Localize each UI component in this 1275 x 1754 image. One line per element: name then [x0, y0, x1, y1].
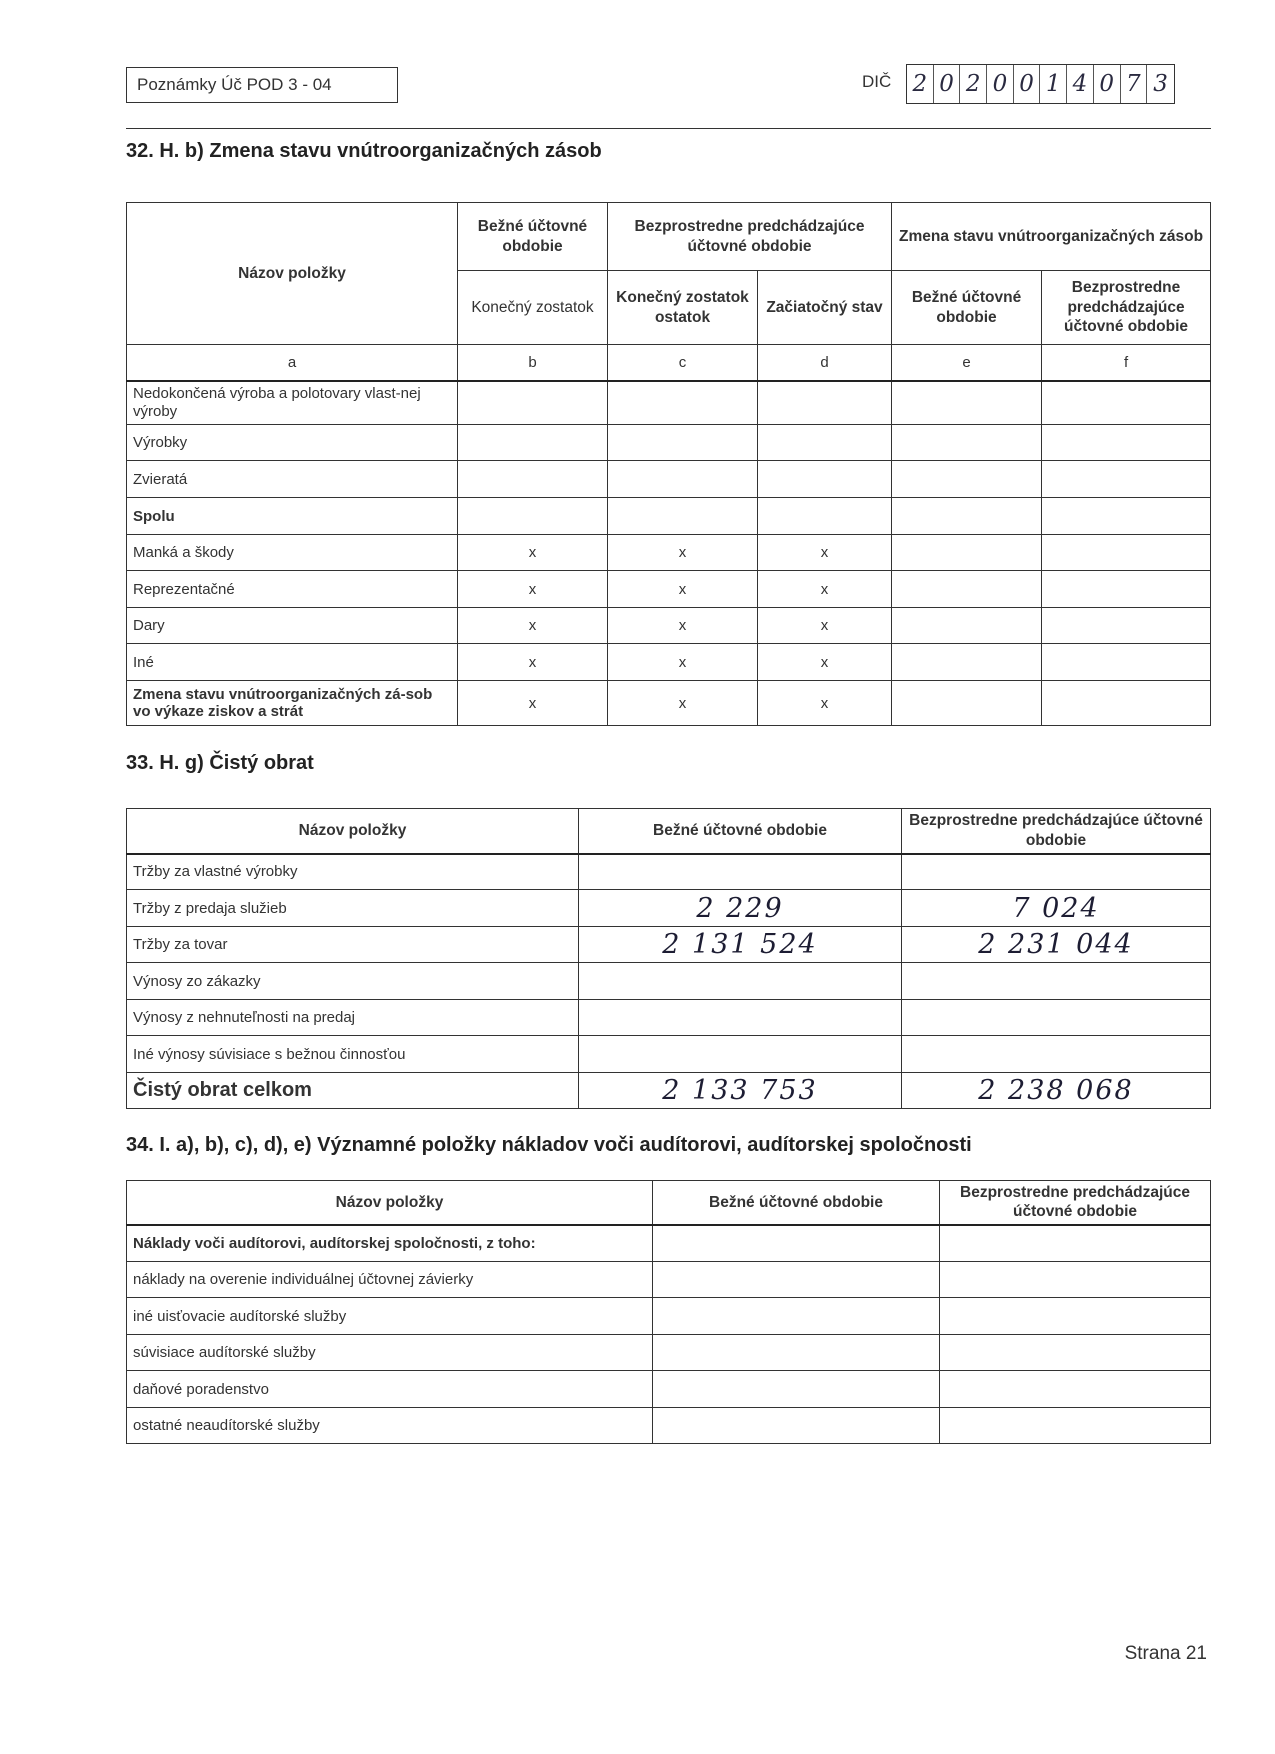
table-row [127, 535, 1211, 571]
col-header-prev-start: Začiatočný stav [758, 271, 892, 345]
cell-e [892, 381, 1042, 425]
table-row [127, 890, 1211, 927]
value-current [653, 1371, 940, 1408]
cell-c [608, 425, 758, 461]
cell-f [1042, 425, 1211, 461]
cell-b: x [458, 681, 608, 726]
table-row [127, 644, 1211, 681]
value-prev: 7 024 [902, 890, 1211, 927]
group-label: Náklady voči audítorovi, audítorskej spoločnosti, z toho: [127, 1225, 653, 1262]
cell-e [892, 644, 1042, 681]
value-prev: 2 231 044 [902, 927, 1211, 963]
dic-digit: 1 [1040, 65, 1067, 103]
dic-digit: 4 [1067, 65, 1094, 103]
total-label: Čistý obrat celkom [127, 1073, 579, 1109]
cell-e [892, 681, 1042, 726]
total-current: 2 133 753 [579, 1073, 902, 1109]
row-label: náklady na overenie individuálnej účtovnej závierky [127, 1262, 653, 1298]
row-label: Tržby za vlastné výrobky [127, 854, 579, 890]
header-rule [126, 128, 1211, 129]
table-row-group [127, 1225, 1211, 1262]
value-prev [940, 1408, 1211, 1444]
table-row [127, 1262, 1211, 1298]
cell-e [892, 498, 1042, 535]
table-row [127, 1371, 1211, 1408]
row-label: daňové poradenstvo [127, 1371, 653, 1408]
cell-b: x [458, 644, 608, 681]
cell-d [758, 498, 892, 535]
cell-d [758, 381, 892, 425]
cell-e [892, 535, 1042, 571]
dic-digit: 0 [934, 65, 961, 103]
col-header-prev-end: Konečný zostatok ostatok [608, 271, 758, 345]
cell-f [1042, 498, 1211, 535]
dic-digit: 0 [987, 65, 1014, 103]
value-current [579, 963, 902, 1000]
row-label: Spolu [127, 498, 458, 535]
cell-d [758, 461, 892, 498]
col-header-name: Názov položky [127, 203, 458, 345]
value-prev [940, 1225, 1211, 1262]
cell-e [892, 425, 1042, 461]
row-label: Výnosy z nehnuteľnosti na predaj [127, 1000, 579, 1036]
table-row [127, 1000, 1211, 1036]
table-row [127, 1036, 1211, 1073]
cell-d: x [758, 535, 892, 571]
row-label: Tržby za tovar [127, 927, 579, 963]
value-prev [940, 1371, 1211, 1408]
cell-b: x [458, 535, 608, 571]
total-prev: 2 238 068 [902, 1073, 1211, 1109]
cell-d [758, 425, 892, 461]
cell-c: x [608, 535, 758, 571]
net-turnover-table [126, 808, 1211, 1109]
col-header-current: Bežné účtovné obdobie [653, 1181, 940, 1225]
dic-digit: 3 [1153, 71, 1168, 97]
cell-d: x [758, 681, 892, 726]
cell-d: x [758, 608, 892, 644]
section-33-title: 33. H. g) Čistý obrat [126, 752, 314, 774]
cell-c: x [608, 608, 758, 644]
cell-b [458, 381, 608, 425]
value-prev [940, 1298, 1211, 1335]
cell-b [458, 498, 608, 535]
col-header-current-period: Bežné účtovné obdobie [458, 203, 608, 271]
row-label: Iné [127, 644, 458, 681]
cell-c [608, 498, 758, 535]
table-row [127, 461, 1211, 498]
cell-e [892, 571, 1042, 608]
value-current [653, 1408, 940, 1444]
table-row [127, 608, 1211, 644]
value-prev [902, 854, 1211, 890]
col-header-change-current: Bežné účtovné obdobie [892, 271, 1042, 345]
cell-b: x [458, 608, 608, 644]
table-row [127, 425, 1211, 461]
row-label: Tržby z predaja služieb [127, 890, 579, 927]
section-32-title: 32. H. b) Zmena stavu vnútroorganizačných zásob [126, 140, 602, 162]
col-letter: f [1042, 345, 1211, 381]
row-label: Výrobky [127, 425, 458, 461]
value-current [653, 1262, 940, 1298]
cell-d: x [758, 644, 892, 681]
cell-c: x [608, 681, 758, 726]
table-row [127, 1298, 1211, 1335]
value-prev [902, 1000, 1211, 1036]
row-label: súvisiace audítorské služby [127, 1335, 653, 1371]
col-letter: b [458, 345, 608, 381]
col-header-change-prev: Bezprostredne predchádzajúce účtovné obdobie [1042, 271, 1211, 345]
cell-f [1042, 681, 1211, 726]
value-current [653, 1335, 940, 1371]
table-row [127, 571, 1211, 608]
col-header-prev-period: Bezprostredne predchádzajúce účtovné obdobie [608, 203, 892, 271]
row-label: Dary [127, 608, 458, 644]
dic-number-cells [906, 64, 1175, 104]
cell-f [1042, 535, 1211, 571]
row-label: Reprezentačné [127, 571, 458, 608]
col-letter: d [758, 345, 892, 381]
table-row [127, 1335, 1211, 1371]
dic-digit: 0 [1014, 65, 1041, 103]
form-id-box: Poznámky Úč POD 3 - 04 [126, 67, 398, 103]
value-current [579, 1000, 902, 1036]
page-number: Strana 21 [1124, 1643, 1207, 1664]
cell-b [458, 425, 608, 461]
value-current [653, 1225, 940, 1262]
cell-e [892, 461, 1042, 498]
cell-b: x [458, 571, 608, 608]
row-label: Výnosy zo zákazky [127, 963, 579, 1000]
col-header-name: Názov položky [127, 809, 579, 854]
value-current: 2 131 524 [579, 927, 902, 963]
col-header-prev: Bezprostredne predchádzajúce účtovné obdobie [940, 1181, 1211, 1225]
value-prev [940, 1335, 1211, 1371]
inventory-change-table [126, 202, 1211, 726]
dic-digit: 2 [907, 65, 934, 103]
value-prev [940, 1262, 1211, 1298]
value-current [653, 1298, 940, 1335]
value-prev [902, 1036, 1211, 1073]
table-row [127, 854, 1211, 890]
row-label: ostatné neaudítorské služby [127, 1408, 653, 1444]
cell-c [608, 381, 758, 425]
table-row [127, 963, 1211, 1000]
cell-f [1042, 461, 1211, 498]
cell-d: x [758, 571, 892, 608]
dic-digit: 2 [960, 65, 987, 103]
col-letter: e [892, 345, 1042, 381]
dic-digit: 0 [1094, 65, 1121, 103]
row-label: Zvieratá [127, 461, 458, 498]
table-row-summary [127, 681, 1211, 726]
row-label: iné uisťovacie audítorské služby [127, 1298, 653, 1335]
col-header-current-end: Konečný zostatok [458, 271, 608, 345]
cell-f [1042, 571, 1211, 608]
table-row [127, 381, 1211, 425]
cell-b [458, 461, 608, 498]
col-header-prev: Bezprostredne predchádzajúce účtovné obdobie [902, 809, 1211, 854]
col-letter: c [608, 345, 758, 381]
col-letter: a [127, 345, 458, 381]
col-header-current: Bežné účtovné obdobie [579, 809, 902, 854]
dic-digit: 7 [1121, 65, 1148, 103]
row-label: Nedokončená výroba a polotovary vlast-nej výroby [127, 381, 458, 425]
cell-c: x [608, 571, 758, 608]
cell-f [1042, 381, 1211, 425]
table-row-total [127, 498, 1211, 535]
row-label: Iné výnosy súvisiace s bežnou činnosťou [127, 1036, 579, 1073]
table-row-total [127, 1073, 1211, 1109]
cell-f [1042, 608, 1211, 644]
col-header-change: Zmena stavu vnútroorganizačných zásob [892, 203, 1211, 271]
value-prev [902, 963, 1211, 1000]
cell-c: x [608, 644, 758, 681]
value-current [579, 854, 902, 890]
row-label: Zmena stavu vnútroorganizačných zá-sob vo výkaze ziskov a strát [127, 681, 458, 726]
col-header-name: Názov položky [127, 1181, 653, 1225]
auditor-costs-table [126, 1180, 1211, 1444]
value-current [579, 1036, 902, 1073]
table-row [127, 927, 1211, 963]
dic-label: DIČ [862, 72, 892, 91]
cell-e [892, 608, 1042, 644]
cell-c [608, 461, 758, 498]
cell-f [1042, 644, 1211, 681]
table-row [127, 1408, 1211, 1444]
row-label: Manká a škody [127, 535, 458, 571]
section-34-title: 34. I. a), b), c), d), e) Významné položky nákladov voči audítorovi, audítorskej spoločnosti [126, 1134, 972, 1156]
value-current: 2 229 [579, 890, 902, 927]
